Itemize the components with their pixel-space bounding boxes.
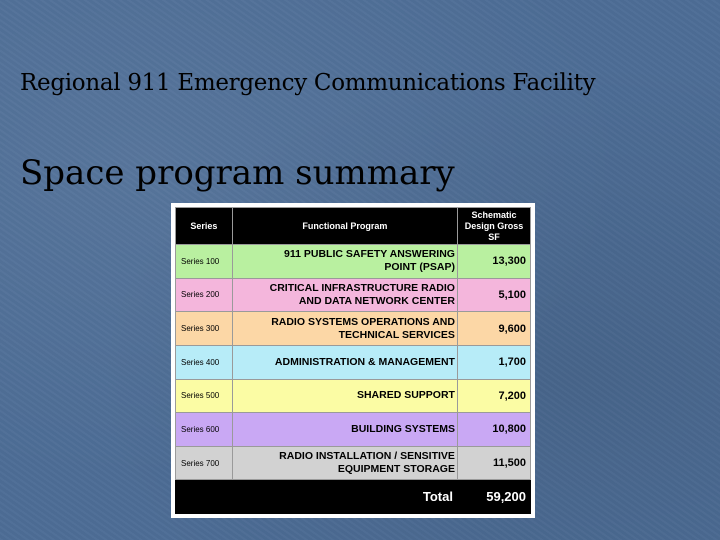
program-cell xyxy=(232,345,457,379)
space-program-table-frame xyxy=(171,203,535,518)
sf-cell: 9,600 xyxy=(457,312,530,346)
slide-subtitle: Space program summary xyxy=(20,153,455,193)
table-row xyxy=(176,345,531,379)
total-row xyxy=(176,480,531,514)
program-cell xyxy=(232,278,457,312)
program-cell xyxy=(232,379,457,413)
program-line1: BUILDING SYSTEMS xyxy=(351,422,455,435)
program-line1: SHARED SUPPORT xyxy=(356,389,455,402)
table-row xyxy=(176,278,531,312)
program-cell xyxy=(232,413,457,447)
sf-cell: 1,700 xyxy=(457,345,530,379)
series-cell: Series 200 xyxy=(176,278,233,312)
header-series: Series xyxy=(176,208,233,245)
program-line1: RADIO INSTALLATION / SENSITIVE xyxy=(279,450,455,463)
series-cell: Series 600 xyxy=(176,413,233,447)
series-cell: Series 400 xyxy=(176,345,233,379)
program-line2: EQUIPMENT STORAGE xyxy=(337,463,455,476)
sf-cell: 5,100 xyxy=(457,278,530,312)
slide-heading: Regional 911 Emergency Communications Facility xyxy=(20,70,596,96)
table-row xyxy=(176,312,531,346)
program-line2: POINT (PSAP) xyxy=(384,261,455,274)
sf-cell: 13,300 xyxy=(457,245,530,279)
program-line1: ADMINISTRATION & MANAGEMENT xyxy=(274,355,455,368)
table-row xyxy=(176,379,531,413)
header-sf-line1: Schematic xyxy=(471,209,517,220)
program-cell xyxy=(232,312,457,346)
total-value: 59,200 xyxy=(457,480,530,514)
header-sf-line3: SF xyxy=(488,231,500,242)
program-line1: CRITICAL INFRASTRUCTURE RADIO xyxy=(269,281,455,294)
header-sf-line2: Design Gross xyxy=(464,220,524,231)
space-program-table xyxy=(175,207,531,514)
program-cell xyxy=(232,446,457,480)
series-cell: Series 700 xyxy=(176,446,233,480)
program-line1: 911 PUBLIC SAFETY ANSWERING xyxy=(284,248,455,261)
table-row xyxy=(176,413,531,447)
program-line2: TECHNICAL SERVICES xyxy=(338,328,455,341)
table-row xyxy=(176,245,531,279)
total-label: Total xyxy=(176,480,458,514)
sf-cell: 10,800 xyxy=(457,413,530,447)
table-row xyxy=(176,446,531,480)
program-cell xyxy=(232,245,457,279)
program-line2: AND DATA NETWORK CENTER xyxy=(298,294,455,307)
program-line1: RADIO SYSTEMS OPERATIONS AND xyxy=(271,315,455,328)
table-header-row xyxy=(176,208,531,245)
series-cell: Series 500 xyxy=(176,379,233,413)
sf-cell: 7,200 xyxy=(457,379,530,413)
sf-cell: 11,500 xyxy=(457,446,530,480)
series-cell: Series 300 xyxy=(176,312,233,346)
header-functional-program: Functional Program xyxy=(232,208,457,245)
header-gross-sf xyxy=(457,208,530,245)
series-cell: Series 100 xyxy=(176,245,233,279)
